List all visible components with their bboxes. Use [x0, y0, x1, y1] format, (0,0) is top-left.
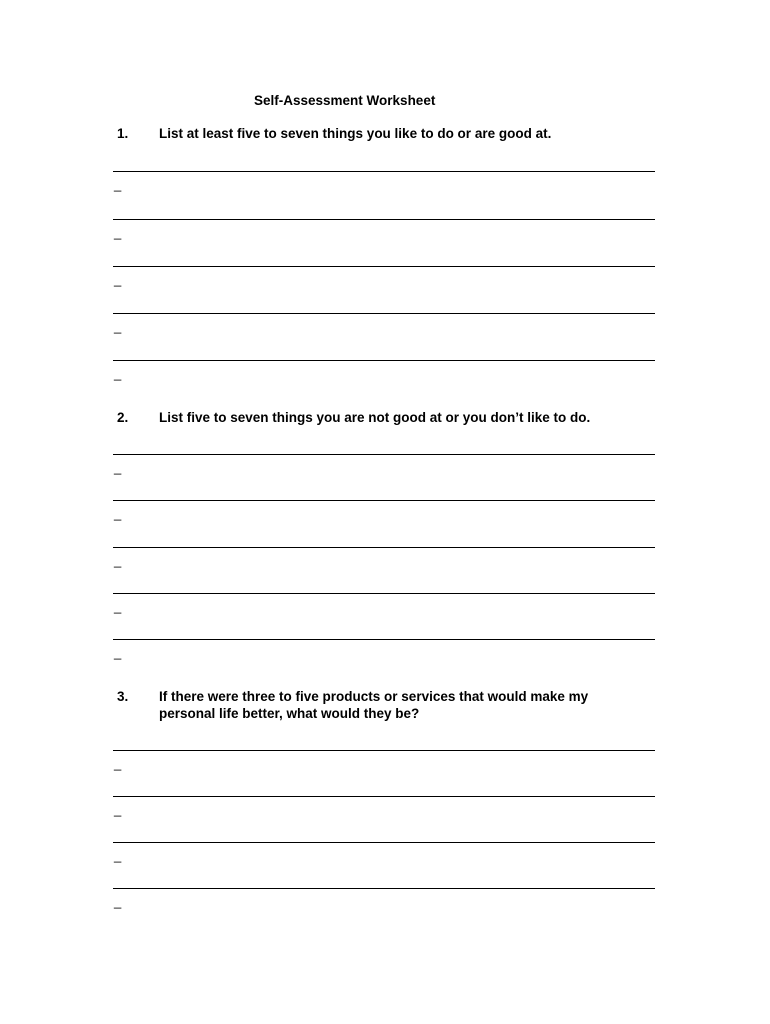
answer-marker: _ — [114, 460, 122, 475]
answer-marker: _ — [114, 848, 122, 863]
answer-marker: _ — [114, 319, 122, 334]
question-text: List at least five to seven things you like to do or are good at. — [159, 126, 552, 141]
answer-marker: _ — [114, 894, 122, 909]
answer-marker: _ — [114, 177, 122, 192]
answer-line[interactable] — [113, 171, 655, 172]
answer-marker: _ — [114, 599, 122, 614]
answer-line[interactable] — [113, 796, 655, 797]
question-text: If there were three to five products or services that would make my personal life better, what would they be? — [159, 689, 589, 721]
answer-line[interactable] — [113, 219, 655, 220]
worksheet-title: Self-Assessment Worksheet — [254, 93, 436, 108]
answer-marker: _ — [114, 756, 122, 771]
answer-marker: _ — [114, 802, 122, 817]
answer-marker: _ — [114, 366, 122, 381]
question-text: List five to seven things you are not good at or you don’t like to do. — [159, 410, 591, 425]
answer-line[interactable] — [113, 639, 655, 640]
question-number: 2. — [117, 410, 129, 425]
answer-marker: _ — [114, 553, 122, 568]
answer-marker: _ — [114, 506, 122, 521]
answer-line[interactable] — [113, 593, 655, 594]
answer-marker: _ — [114, 645, 122, 660]
answer-line[interactable] — [113, 547, 655, 548]
answer-marker: _ — [114, 272, 122, 287]
answer-line[interactable] — [113, 266, 655, 267]
answer-line[interactable] — [113, 842, 655, 843]
answer-line[interactable] — [113, 313, 655, 314]
answer-line[interactable] — [113, 888, 655, 889]
answer-line[interactable] — [113, 454, 655, 455]
question-number: 3. — [117, 689, 129, 704]
answer-line[interactable] — [113, 500, 655, 501]
answer-line[interactable] — [113, 750, 655, 751]
answer-marker: _ — [114, 225, 122, 240]
question-number: 1. — [117, 126, 129, 141]
answer-line[interactable] — [113, 360, 655, 361]
